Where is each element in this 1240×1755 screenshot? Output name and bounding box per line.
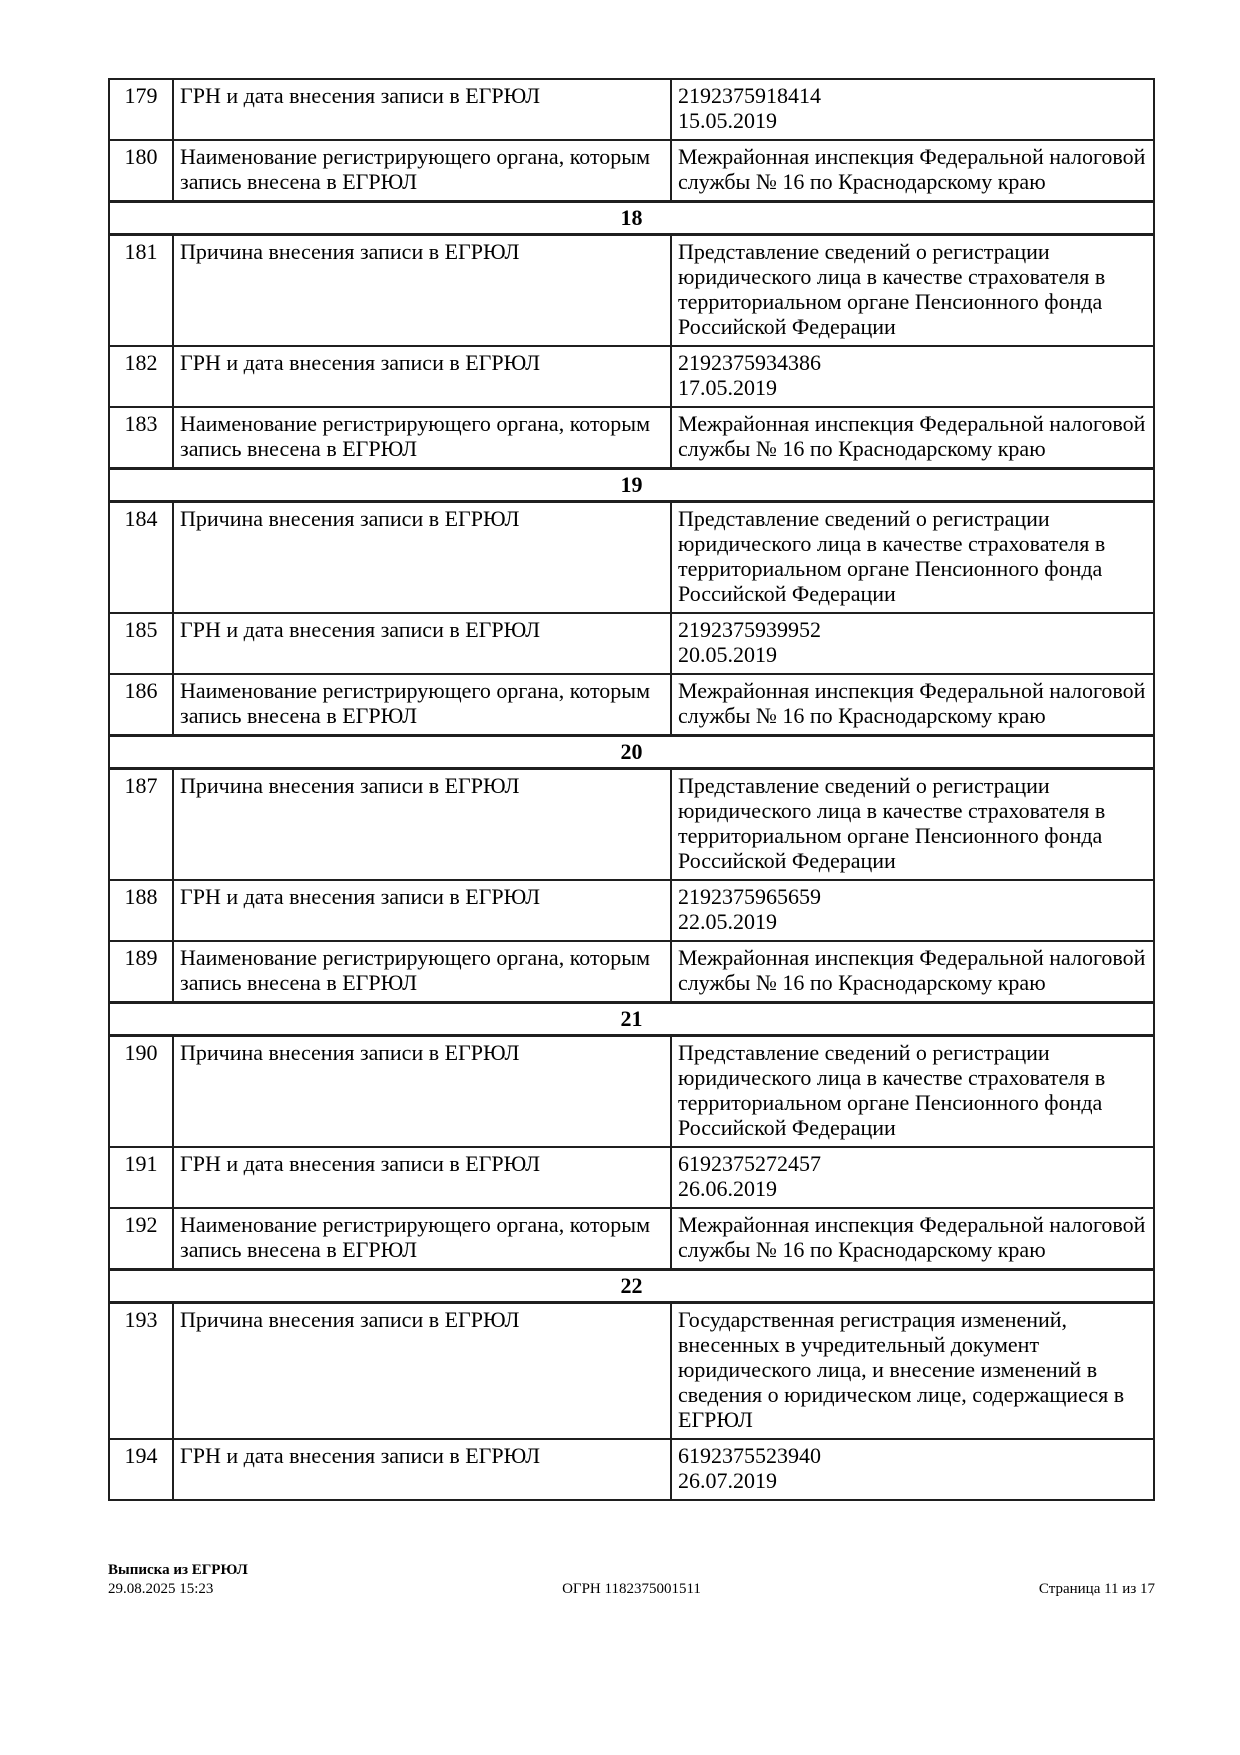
row-number: 193 bbox=[109, 1303, 173, 1440]
row-number: 191 bbox=[109, 1147, 173, 1208]
table-row bbox=[109, 613, 1154, 674]
row-label: ГРН и дата внесения записи в ЕГРЮЛ bbox=[173, 1147, 671, 1208]
value-line: 20.05.2019 bbox=[678, 642, 777, 667]
table-row bbox=[109, 79, 1154, 140]
row-value bbox=[671, 346, 1154, 407]
table-row bbox=[109, 346, 1154, 407]
row-label: Причина внесения записи в ЕГРЮЛ bbox=[173, 769, 671, 881]
value-line: Представление сведений о регистрации юридического лица в качестве страхователя в территориальном органе Пенсионного фонда Российской Федерации bbox=[678, 773, 1106, 873]
value-line: 6192375523940 bbox=[678, 1443, 821, 1468]
row-number: 187 bbox=[109, 769, 173, 881]
row-label: ГРН и дата внесения записи в ЕГРЮЛ bbox=[173, 613, 671, 674]
row-number: 190 bbox=[109, 1036, 173, 1148]
table-row bbox=[109, 1208, 1154, 1270]
table-row bbox=[109, 674, 1154, 736]
section-number: 22 bbox=[109, 1270, 1154, 1303]
row-label: ГРН и дата внесения записи в ЕГРЮЛ bbox=[173, 1439, 671, 1500]
row-number: 182 bbox=[109, 346, 173, 407]
row-label: Наименование регистрирующего органа, которым запись внесена в ЕГРЮЛ bbox=[173, 407, 671, 469]
row-label: ГРН и дата внесения записи в ЕГРЮЛ bbox=[173, 880, 671, 941]
value-line: Представление сведений о регистрации юридического лица в качестве страхователя в территориальном органе Пенсионного фонда Российской Федерации bbox=[678, 1040, 1106, 1140]
footer-doc-title: Выписка из ЕГРЮЛ bbox=[108, 1562, 248, 1578]
row-label: ГРН и дата внесения записи в ЕГРЮЛ bbox=[173, 346, 671, 407]
row-value bbox=[671, 1303, 1154, 1440]
row-label: Наименование регистрирующего органа, которым запись внесена в ЕГРЮЛ bbox=[173, 1208, 671, 1270]
row-value bbox=[671, 1036, 1154, 1148]
row-number: 180 bbox=[109, 140, 173, 202]
value-line: Межрайонная инспекция Федеральной налоговой службы № 16 по Краснодарскому краю bbox=[678, 1212, 1146, 1262]
value-line: Межрайонная инспекция Федеральной налоговой службы № 16 по Краснодарскому краю bbox=[678, 144, 1146, 194]
row-label: Причина внесения записи в ЕГРЮЛ bbox=[173, 1303, 671, 1440]
value-line: Межрайонная инспекция Федеральной налоговой службы № 16 по Краснодарскому краю bbox=[678, 945, 1146, 995]
row-value bbox=[671, 407, 1154, 469]
row-number: 183 bbox=[109, 407, 173, 469]
row-number: 179 bbox=[109, 79, 173, 140]
section-row bbox=[109, 202, 1154, 235]
table-row bbox=[109, 407, 1154, 469]
section-row bbox=[109, 1003, 1154, 1036]
row-number: 192 bbox=[109, 1208, 173, 1270]
row-value bbox=[671, 1439, 1154, 1500]
row-value bbox=[671, 613, 1154, 674]
section-row bbox=[109, 1270, 1154, 1303]
row-number: 181 bbox=[109, 235, 173, 347]
footer-left-block bbox=[108, 1561, 457, 1599]
table-row bbox=[109, 769, 1154, 881]
row-label: Наименование регистрирующего органа, которым запись внесена в ЕГРЮЛ bbox=[173, 140, 671, 202]
value-line: 2192375918414 bbox=[678, 83, 821, 108]
row-value bbox=[671, 235, 1154, 347]
table-row bbox=[109, 502, 1154, 614]
row-value bbox=[671, 1208, 1154, 1270]
value-line: 22.05.2019 bbox=[678, 909, 777, 934]
section-row bbox=[109, 736, 1154, 769]
row-label: Наименование регистрирующего органа, которым запись внесена в ЕГРЮЛ bbox=[173, 674, 671, 736]
row-value bbox=[671, 674, 1154, 736]
row-number: 189 bbox=[109, 941, 173, 1003]
table-row bbox=[109, 1147, 1154, 1208]
row-label: ГРН и дата внесения записи в ЕГРЮЛ bbox=[173, 79, 671, 140]
footer-page-number: Страница 11 из 17 bbox=[1038, 1581, 1155, 1597]
row-number: 194 bbox=[109, 1439, 173, 1500]
value-line: 15.05.2019 bbox=[678, 108, 777, 133]
value-line: 26.07.2019 bbox=[678, 1468, 777, 1493]
value-line: Межрайонная инспекция Федеральной налоговой службы № 16 по Краснодарскому краю bbox=[678, 411, 1146, 461]
table-row bbox=[109, 235, 1154, 347]
row-number: 184 bbox=[109, 502, 173, 614]
table-row bbox=[109, 880, 1154, 941]
value-line: 6192375272457 bbox=[678, 1151, 821, 1176]
table-row bbox=[109, 1036, 1154, 1148]
value-line: 26.06.2019 bbox=[678, 1176, 777, 1201]
table-row bbox=[109, 941, 1154, 1003]
value-line: Государственная регистрация изменений, внесенных в учредительный документ юридического лица, и внесение изменений в сведения о юридическом лице, содержащиеся в ЕГРЮЛ bbox=[678, 1307, 1125, 1432]
page-footer bbox=[108, 1561, 1155, 1599]
value-line: Представление сведений о регистрации юридического лица в качестве страхователя в территориальном органе Пенсионного фонда Российской Федерации bbox=[678, 506, 1106, 606]
row-label: Причина внесения записи в ЕГРЮЛ bbox=[173, 235, 671, 347]
value-line: 17.05.2019 bbox=[678, 375, 777, 400]
row-value bbox=[671, 79, 1154, 140]
row-value bbox=[671, 140, 1154, 202]
row-value bbox=[671, 941, 1154, 1003]
value-line: Представление сведений о регистрации юридического лица в качестве страхователя в территориальном органе Пенсионного фонда Российской Федерации bbox=[678, 239, 1106, 339]
footer-ogrn: ОГРН 1182375001511 bbox=[562, 1581, 701, 1597]
value-line: 2192375939952 bbox=[678, 617, 821, 642]
egrul-records-table bbox=[108, 78, 1155, 1501]
section-row bbox=[109, 469, 1154, 502]
row-number: 188 bbox=[109, 880, 173, 941]
row-label: Наименование регистрирующего органа, которым запись внесена в ЕГРЮЛ bbox=[173, 941, 671, 1003]
footer-datetime: 29.08.2025 15:23 bbox=[108, 1581, 214, 1597]
value-line: Межрайонная инспекция Федеральной налоговой службы № 16 по Краснодарскому краю bbox=[678, 678, 1146, 728]
row-value bbox=[671, 769, 1154, 881]
row-label: Причина внесения записи в ЕГРЮЛ bbox=[173, 502, 671, 614]
section-number: 20 bbox=[109, 736, 1154, 769]
table-row bbox=[109, 1439, 1154, 1500]
value-line: 2192375965659 bbox=[678, 884, 821, 909]
row-value bbox=[671, 880, 1154, 941]
row-number: 186 bbox=[109, 674, 173, 736]
section-number: 18 bbox=[109, 202, 1154, 235]
row-value bbox=[671, 502, 1154, 614]
row-number: 185 bbox=[109, 613, 173, 674]
row-label: Причина внесения записи в ЕГРЮЛ bbox=[173, 1036, 671, 1148]
row-value bbox=[671, 1147, 1154, 1208]
section-number: 21 bbox=[109, 1003, 1154, 1036]
table-row bbox=[109, 1303, 1154, 1440]
section-number: 19 bbox=[109, 469, 1154, 502]
value-line: 2192375934386 bbox=[678, 350, 821, 375]
table-row bbox=[109, 140, 1154, 202]
